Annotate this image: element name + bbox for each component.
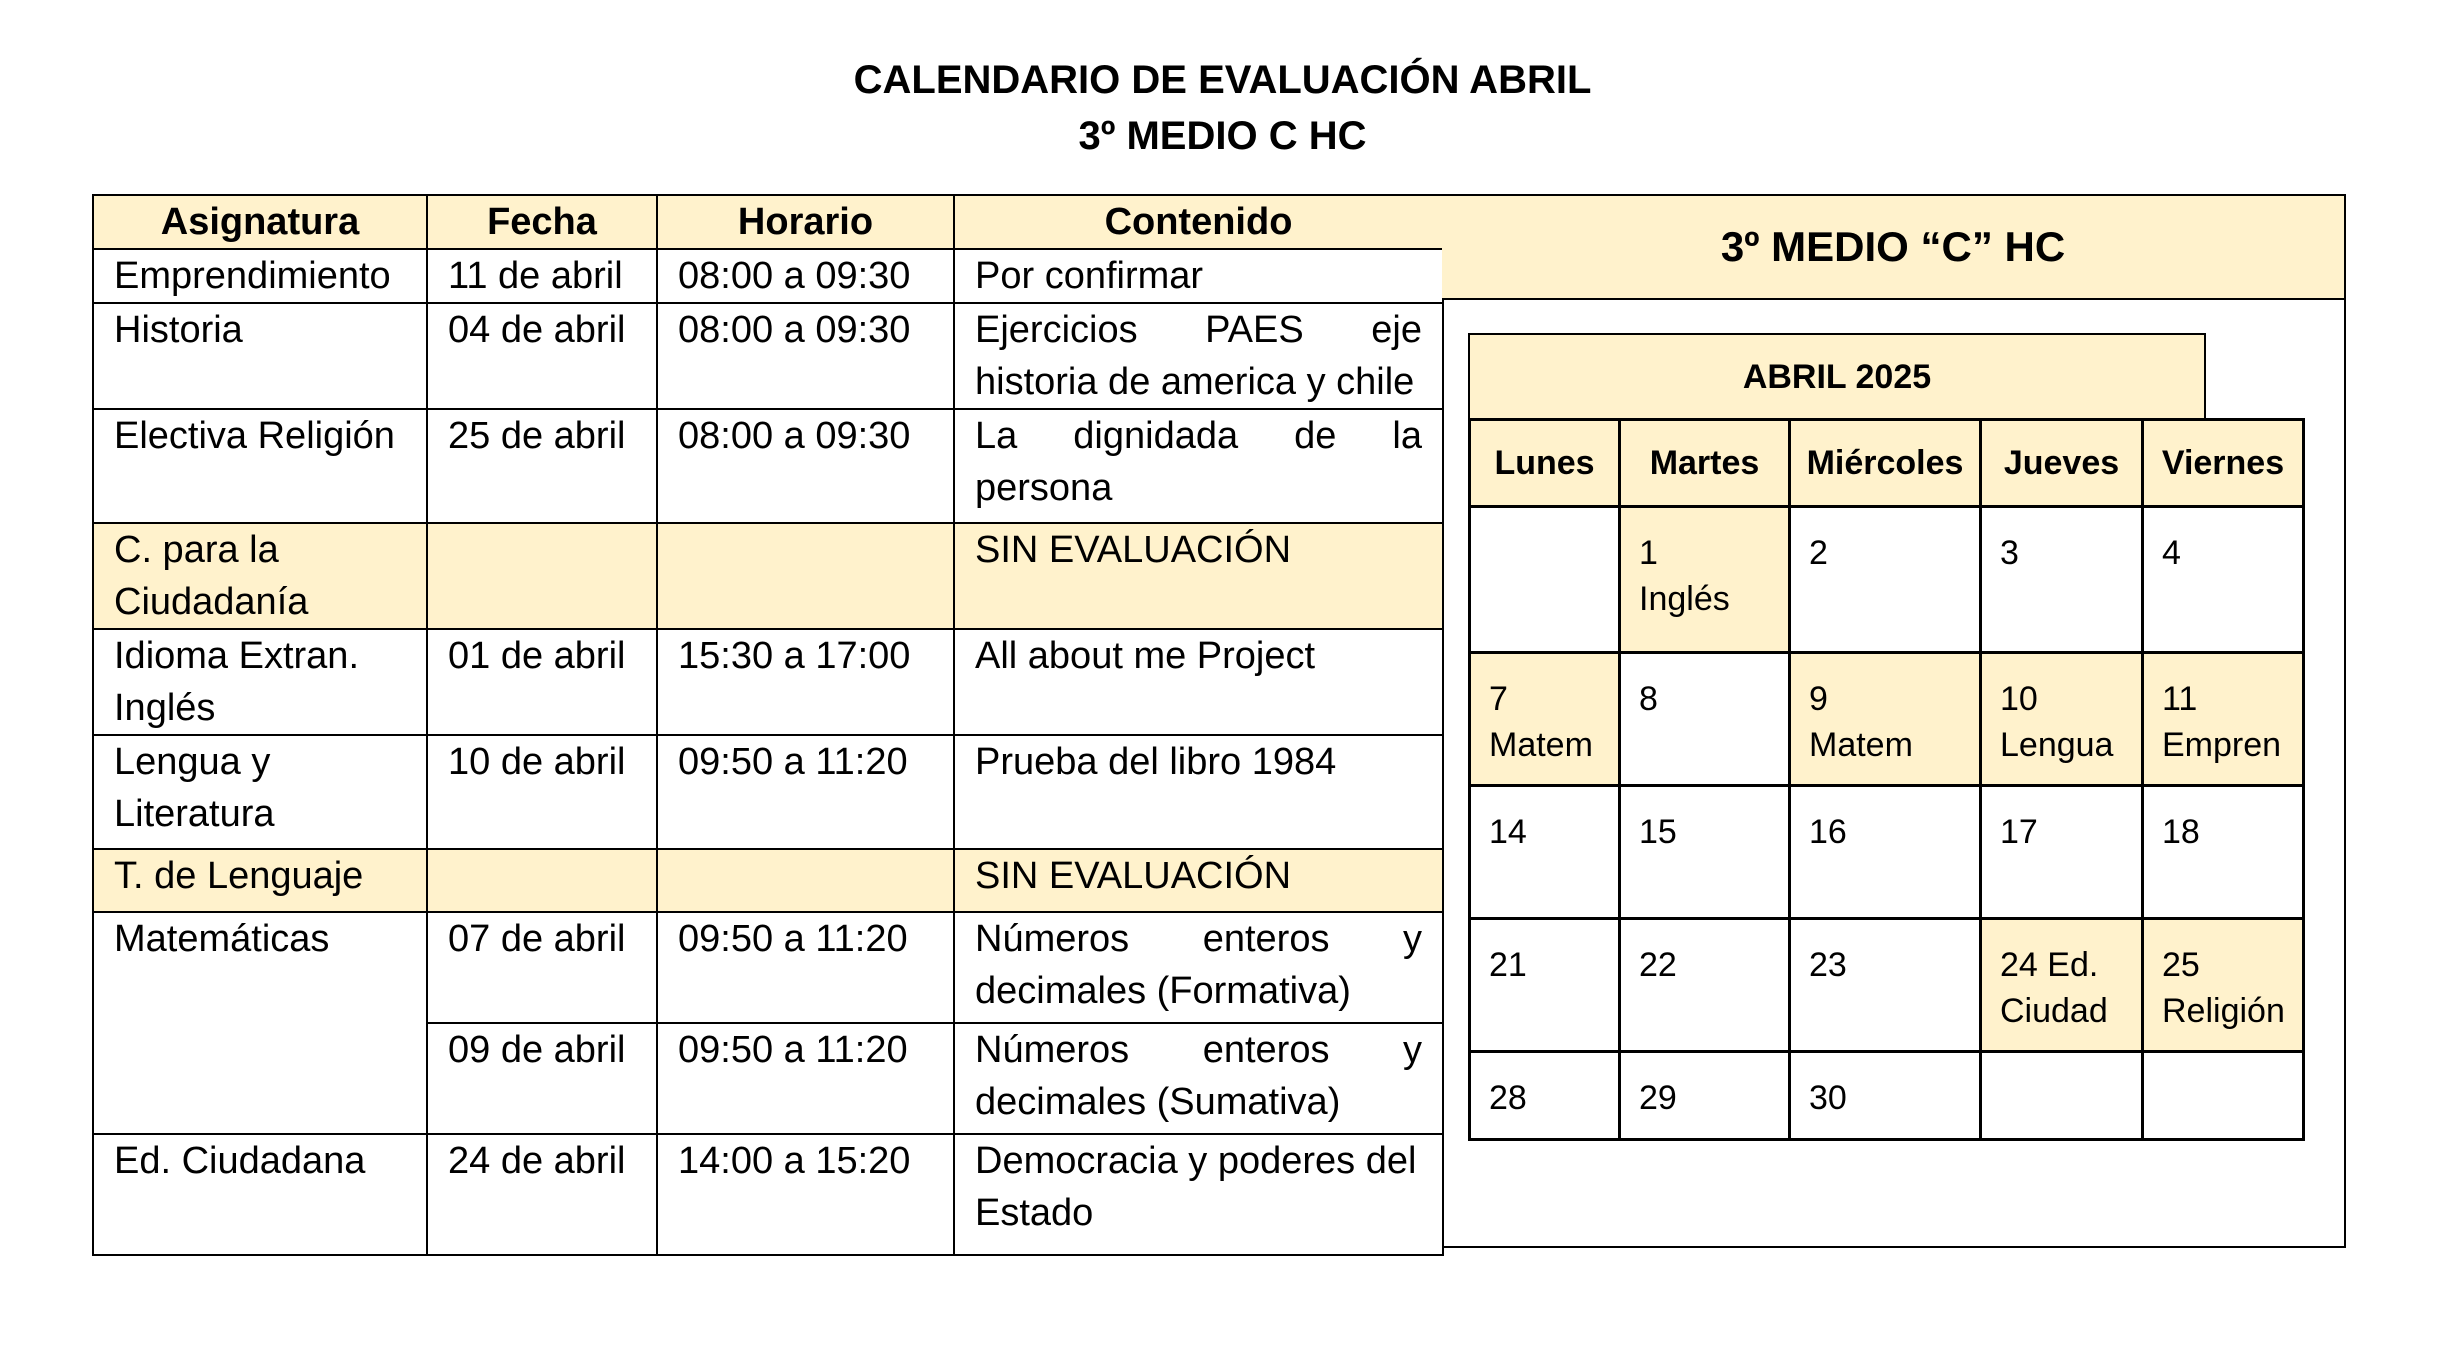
table-row <box>93 523 1443 629</box>
subject-cell: Electiva Religión <box>93 409 427 523</box>
weekday-header: Martes <box>1620 420 1790 507</box>
calendar-day: 14 <box>1470 786 1620 919</box>
content-cell: Democracia y poderes del Estado <box>954 1134 1443 1255</box>
calendar-day: 10 Lengua <box>1981 653 2143 786</box>
table-row <box>93 849 1443 912</box>
table-row <box>93 303 1443 409</box>
table-row <box>93 629 1443 735</box>
time-cell: 09:50 a 11:20 <box>657 1023 954 1134</box>
time-cell: 08:00 a 09:30 <box>657 249 954 303</box>
time-cell: 08:00 a 09:30 <box>657 409 954 523</box>
calendar-day: 2 <box>1790 507 1981 653</box>
subject-cell: Emprendimiento <box>93 249 427 303</box>
calendar-day: 24 Ed. Ciudad <box>1981 919 2143 1052</box>
subject-cell: C. para la Ciudadanía <box>93 523 427 629</box>
calendar-grid <box>1468 418 2305 1141</box>
time-cell <box>657 523 954 629</box>
date-cell: 01 de abril <box>427 629 657 735</box>
date-cell: 09 de abril <box>427 1023 657 1134</box>
calendar-day <box>1470 507 1620 653</box>
time-cell: 08:00 a 09:30 <box>657 303 954 409</box>
date-cell: 24 de abril <box>427 1134 657 1255</box>
calendar-day: 16 <box>1790 786 1981 919</box>
subject-cell: Historia <box>93 303 427 409</box>
calendar-day: 4 <box>2143 507 2304 653</box>
date-cell <box>427 523 657 629</box>
calendar-day: 17 <box>1981 786 2143 919</box>
date-cell: 11 de abril <box>427 249 657 303</box>
subject-cell: Lengua y Literatura <box>93 735 427 849</box>
document-subtitle: 3º MEDIO C HC <box>1078 114 1367 158</box>
evaluation-table <box>92 194 1444 1256</box>
calendar-day: 28 <box>1470 1052 1620 1140</box>
table-row <box>93 1134 1443 1255</box>
weekday-header: Miércoles <box>1790 420 1981 507</box>
calendar-day: 3 <box>1981 507 2143 653</box>
header-asignatura: Asignatura <box>93 195 427 249</box>
calendar-day <box>1981 1052 2143 1140</box>
subject-cell: T. de Lenguaje <box>93 849 427 912</box>
content-cell: Números enteros y decimales (Sumativa) <box>954 1023 1443 1134</box>
date-cell: 10 de abril <box>427 735 657 849</box>
calendar-day <box>2143 1052 2304 1140</box>
time-cell: 09:50 a 11:20 <box>657 735 954 849</box>
content-cell: Prueba del libro 1984 <box>954 735 1443 849</box>
subject-cell: Idioma Extran. Inglés <box>93 629 427 735</box>
weekday-header: Lunes <box>1470 420 1620 507</box>
subject-cell: Ed. Ciudadana <box>93 1134 427 1255</box>
content-cell: Números enteros y decimales (Formativa) <box>954 912 1443 1023</box>
calendar-day: 9 Matem <box>1790 653 1981 786</box>
calendar-day: 7 Matem <box>1470 653 1620 786</box>
content-cell: Ejercicios PAES eje historia de america y chile <box>954 303 1443 409</box>
calendar-day: 1 Inglés <box>1620 507 1790 653</box>
header-horario: Horario <box>657 195 954 249</box>
time-cell: 09:50 a 11:20 <box>657 912 954 1023</box>
calendar-day: 15 <box>1620 786 1790 919</box>
table-row <box>93 409 1443 523</box>
calendar-day: 22 <box>1620 919 1790 1052</box>
header-contenido: Contenido <box>954 195 1443 249</box>
weekday-header: Viernes <box>2143 420 2304 507</box>
time-cell <box>657 849 954 912</box>
subject-cell: Matemáticas <box>93 912 427 1134</box>
table-row <box>93 249 1443 303</box>
calendar-day: 25 Religión <box>2143 919 2304 1052</box>
calendar-day: 8 <box>1620 653 1790 786</box>
content-cell: La dignidada de la persona <box>954 409 1443 523</box>
header-fecha: Fecha <box>427 195 657 249</box>
time-cell: 15:30 a 17:00 <box>657 629 954 735</box>
date-cell: 04 de abril <box>427 303 657 409</box>
calendar-day: 30 <box>1790 1052 1981 1140</box>
date-cell <box>427 849 657 912</box>
date-cell: 07 de abril <box>427 912 657 1023</box>
calendar-day: 29 <box>1620 1052 1790 1140</box>
calendar-day: 11 Empren <box>2143 653 2304 786</box>
calendar-day: 21 <box>1470 919 1620 1052</box>
content-cell: Por confirmar <box>954 249 1443 303</box>
content-cell: SIN EVALUACIÓN <box>954 849 1443 912</box>
document-title: CALENDARIO DE EVALUACIÓN ABRIL <box>853 58 1592 102</box>
table-row <box>93 912 1443 1023</box>
calendar-day: 18 <box>2143 786 2304 919</box>
date-cell: 25 de abril <box>427 409 657 523</box>
time-cell: 14:00 a 15:20 <box>657 1134 954 1255</box>
weekday-header: Jueves <box>1981 420 2143 507</box>
calendar-panel-heading: 3º MEDIO “C” HC <box>1442 196 2344 300</box>
calendar-day: 23 <box>1790 919 1981 1052</box>
content-cell: SIN EVALUACIÓN <box>954 523 1443 629</box>
table-row <box>93 735 1443 849</box>
calendar-month-title: ABRIL 2025 <box>1468 333 2206 419</box>
content-cell: All about me Project <box>954 629 1443 735</box>
